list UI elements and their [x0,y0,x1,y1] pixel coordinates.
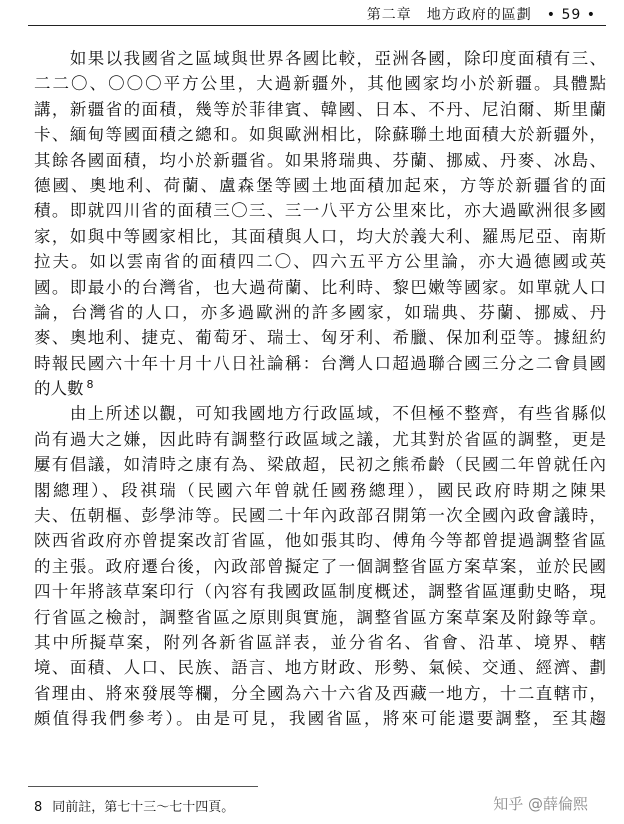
footnote-marker[interactable]: 8 [86,377,94,391]
paragraph-2 [34,401,606,731]
paragraph-1 [34,46,606,401]
text-line: 論，台灣省的人口，亦多過歐洲的許多國家，如瑞典、芬蘭、挪威、丹 [34,302,606,322]
text-line: 其中所擬草案，附列各新省區詳表，並分省名、省會、沿革、境界、轄 [34,632,606,652]
text-line: 拉夫。如以雲南省的面積四二〇、四六五平方公里論，亦大過德國或英 [34,252,606,272]
header-title: 第二章 地方政府的區劃 • 59 • [366,7,596,23]
text-line: 積。即就四川省的面積三〇三、三一八平方公里來比，亦大過歐洲很多國 [34,201,606,221]
text-line-last [34,376,606,401]
running-header [0,0,624,30]
text-line: 德國、奧地利、荷蘭、盧森堡等國土地面積加起來，方等於新疆省的面 [34,175,606,195]
text-line: 其餘各國面積，均小於新疆省。如果將瑞典、芬蘭、挪威、丹麥、冰島、 [34,150,606,170]
text-line: 卡、緬甸等國面積之總和。如與歐洲相比，除蘇聯土地面積大於新疆外， [34,125,606,145]
text-line: 四十年將該草案印行（內容有我國政區制度概述，調整省區運動史略，現 [34,582,606,602]
text-line: 陝西省政府亦曾提案改訂省區，他如張其昀、傅角今等都曾提過調整省區 [34,531,606,551]
text-line: 尚有過大之嫌，因此時有調整行政區域之議，尤其對於省區的調整，更是 [34,429,606,449]
footnote-text: 同前註，第七十三～七十四頁。 [52,800,235,815]
text-line: 由上所述以觀，可知我國地方行政區域，不但極不整齊，有些省縣似 [34,404,606,424]
watermark: 知乎 @薛倫熙 [493,795,588,813]
text-line-content: 的人數 [34,379,84,399]
footnote-divider [28,786,258,787]
header-divider [28,25,606,26]
text-line: 如果以我國省之區域與世界各國比較，亞洲各國，除印度面積有三、 [34,49,606,68]
text-line: 行省區之檢討，調整省區之原則與實施，調整省區方案草案及附錄等章。 [34,607,606,627]
text-line: 閣總理）、段祺瑞（民國六年曾就任國務總理），國民政府時期之陳果 [34,480,606,500]
text-line: 講，新疆省的面積，幾等於菲律賓、韓國、日本、不丹、尼泊爾、斯里蘭 [34,99,606,119]
text-line: 夫、伍朝樞、彭學沛等。民國二十年內政部召開第一次全國內政會議時， [34,506,606,526]
main-text [34,46,606,732]
text-line: 省理由、將來發展等欄，分全國為六十六省及西藏一地方，十二直轄市， [34,683,606,703]
footnote-number: 8 [34,800,43,815]
text-line: 的主張。政府遷台後，內政部曾擬定了一個調整省區方案草案，並於民國 [34,556,606,576]
text-line: 頗值得我們參考）。由是可見，我國省區，將來可能還要調整，至其趨 [34,709,606,729]
text-line: 境、面積、人口、民族、語言、地方財政、形勢、氣候、交通、經濟、劃 [34,658,606,678]
text-line: 二二〇、〇〇〇平方公里，大過新疆外，其他國家均小於新疆。具體點 [34,74,606,94]
text-line: 國。即最小的台灣省，也大過荷蘭、比利時、黎巴嫩等國家。如單就人口 [34,277,606,297]
text-line: 屢有倡議，如清時之康有為、梁啟超，民初之熊希齡（民國二年曾就任內 [34,455,606,475]
text-line: 麥、奧地利、捷克、葡萄牙、瑞士、匈牙利、希臘、保加利亞等。據紐約 [34,328,606,348]
text-line: 家，如與中等國家相比，其面積與人口，均大於義大利、羅馬尼亞、南斯 [34,226,606,246]
footnote [34,796,334,815]
text-line: 時報民國六十年十月十八日社論稱：台灣人口超過聯合國三分之二會員國 [34,353,606,373]
